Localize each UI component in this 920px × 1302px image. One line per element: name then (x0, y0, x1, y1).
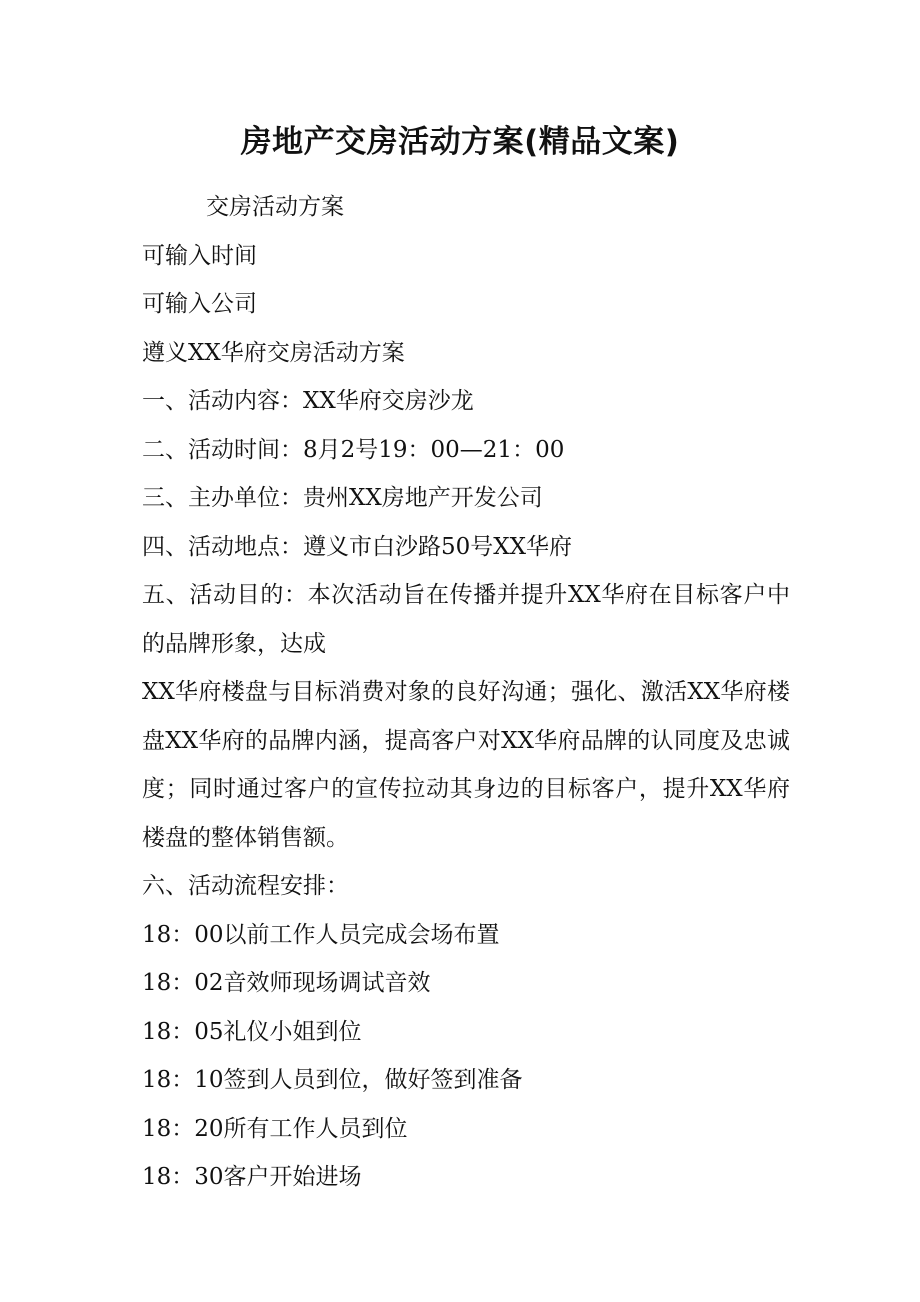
activity-location-line: 四、活动地点：遵义市白沙路50号XX华府 (142, 533, 573, 560)
schedule-heading: 六、活动流程安排： (142, 873, 349, 899)
organizer-line: 三、主办单位：贵州XX房地产开发公司 (142, 485, 543, 511)
schedule-item: 18：30客户开始进场 (142, 1164, 362, 1190)
schedule-item: 18：00以前工作人员完成会场布置 (142, 921, 500, 948)
document-title: 房地产交房活动方案(精品文案) (240, 124, 680, 160)
activity-content-line: 一、活动内容：XX华府交房沙龙 (142, 388, 474, 414)
company-placeholder-line: 可输入公司 (142, 291, 257, 317)
schedule-item: 18：20所有工作人员到位 (142, 1115, 408, 1142)
document-body (142, 183, 790, 1202)
plan-name-line: 遵义XX华府交房活动方案 (142, 339, 405, 366)
activity-time-line: 二、活动时间：8月2号19：00—21：00 (142, 436, 565, 463)
subtitle-line: 交房活动方案 (206, 194, 344, 220)
schedule-item: 18：10签到人员到位，做好签到准备 (142, 1067, 523, 1093)
activity-purpose-continuation: XX华府楼盘与目标消费对象的良好沟通；强化、激活XX华府楼盘XX华府的品牌内涵，提高客户对XX华府品牌的认同度及忠诚度；同时通过客户的宣传拉动其身边的目标客户，提升XX华府楼盘的整体销售额。 (142, 679, 790, 851)
schedule-item: 18：05礼仪小姐到位 (142, 1018, 362, 1045)
activity-purpose-paragraph: 五、活动目的：本次活动旨在传播并提升XX华府在目标客户中的品牌形象，达成 (142, 582, 790, 657)
time-placeholder-line: 可输入时间 (142, 242, 257, 269)
schedule-item: 18：02音效师现场调试音效 (142, 970, 431, 996)
